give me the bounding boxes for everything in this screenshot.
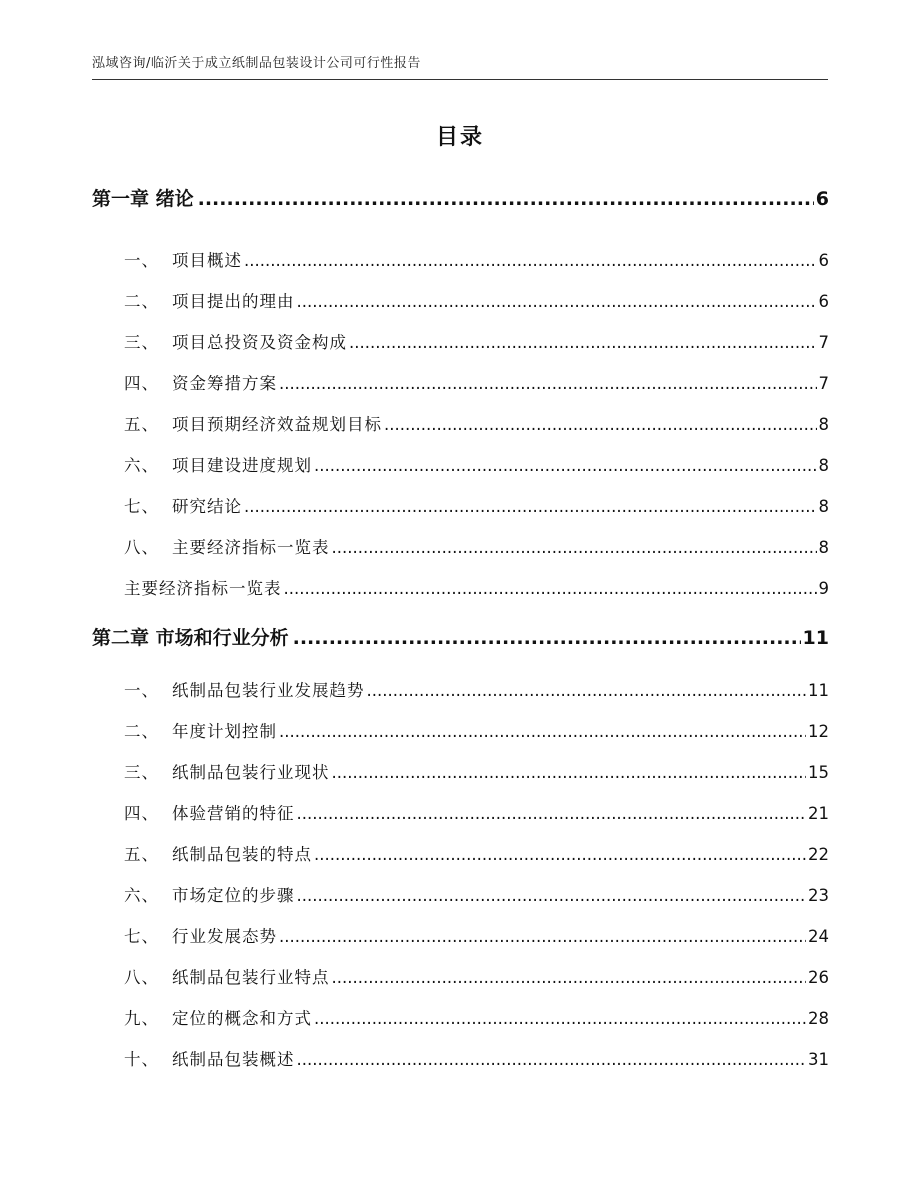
toc-page-number: 8 (818, 538, 829, 557)
toc-section-entry[interactable] (124, 493, 829, 517)
toc-entry-number: 六、 (124, 886, 159, 905)
toc-entry-label: 研究结论 (172, 497, 242, 516)
toc-entry-label: 项目建设进度规划 (172, 456, 312, 475)
toc-page-number: 22 (808, 845, 829, 864)
toc-page-number: 24 (808, 927, 829, 946)
toc-section-entry[interactable] (124, 411, 829, 435)
toc-entry-label: 纸制品包装行业发展趋势 (172, 681, 365, 700)
toc-entry-number: 十、 (124, 1050, 159, 1069)
toc-chapter-entry[interactable] (92, 623, 829, 650)
toc-section-entry[interactable] (124, 1046, 829, 1070)
toc-entry-number: 五、 (124, 845, 159, 864)
toc-section-entry[interactable] (124, 575, 829, 599)
toc-entry-label: 第一章 绪论 (92, 188, 194, 210)
toc-entry-number: 五、 (124, 415, 159, 434)
toc-entry-label: 纸制品包装的特点 (172, 845, 312, 864)
toc-dot-leader (279, 374, 817, 393)
toc-page-number: 26 (808, 968, 829, 987)
toc-page-number: 6 (818, 251, 829, 270)
toc-dot-leader (297, 886, 807, 905)
toc-page-number: 9 (818, 579, 829, 598)
toc-section-entry[interactable] (124, 534, 829, 558)
toc-dot-leader (314, 456, 817, 475)
toc-page-number: 21 (808, 804, 829, 823)
toc-dot-leader (244, 497, 817, 516)
toc-dot-leader (367, 681, 807, 700)
toc-page-number: 7 (818, 333, 829, 352)
toc-page-number: 11 (808, 681, 829, 700)
toc-section-entry[interactable] (124, 923, 829, 947)
toc-page-number: 15 (808, 763, 829, 782)
toc-dot-leader (297, 1050, 807, 1069)
toc-entry-label: 定位的概念和方式 (172, 1009, 312, 1028)
toc-entry-number: 四、 (124, 804, 159, 823)
toc-page-number: 31 (808, 1050, 829, 1069)
toc-section-entry[interactable] (124, 759, 829, 783)
toc-entry-label: 项目总投资及资金构成 (172, 333, 347, 352)
toc-entry-label: 纸制品包装行业现状 (172, 763, 330, 782)
toc-dot-leader (349, 333, 817, 352)
toc-section-entry[interactable] (124, 882, 829, 906)
toc-entry-label: 第二章 市场和行业分析 (92, 627, 289, 649)
toc-dot-leader (384, 415, 817, 434)
toc-dot-leader (244, 251, 817, 270)
toc-section-entry[interactable] (124, 452, 829, 476)
toc-entry-label: 项目提出的理由 (172, 292, 295, 311)
toc-entry-label: 年度计划控制 (172, 722, 277, 741)
toc-entry-number: 三、 (124, 763, 159, 782)
toc-dot-leader (332, 763, 807, 782)
toc-entry-number: 七、 (124, 497, 159, 516)
toc-dot-leader (332, 968, 807, 987)
toc-page-number: 7 (818, 374, 829, 393)
toc-entry-label: 行业发展态势 (172, 927, 277, 946)
toc-page-number: 6 (815, 188, 829, 210)
toc-entry-number: 二、 (124, 292, 159, 311)
toc-page-number: 11 (802, 627, 829, 649)
toc-page-number: 8 (818, 497, 829, 516)
toc-page-number: 6 (818, 292, 829, 311)
toc-page-number: 8 (818, 415, 829, 434)
toc-entry-label: 主要经济指标一览表 (124, 579, 282, 598)
toc-entry-number: 九、 (124, 1009, 159, 1028)
toc-dot-leader (279, 927, 806, 946)
toc-dot-leader (314, 1009, 806, 1028)
page-header: 泓域咨询/临沂关于成立纸制品包装设计公司可行性报告 (92, 56, 421, 71)
toc-entry-label: 纸制品包装行业特点 (172, 968, 330, 987)
toc-section-entry[interactable] (124, 841, 829, 865)
toc-page-number: 28 (808, 1009, 829, 1028)
toc-entry-number: 三、 (124, 333, 159, 352)
toc-dot-leader (198, 188, 814, 210)
toc-entry-number: 六、 (124, 456, 159, 475)
toc-dot-leader (293, 627, 801, 649)
toc-dot-leader (279, 722, 806, 741)
toc-dot-leader (314, 845, 806, 864)
toc-entry-label: 体验营销的特征 (172, 804, 295, 823)
toc-dot-leader (297, 804, 807, 823)
toc-entry-number: 一、 (124, 251, 159, 270)
toc-section-entry[interactable] (124, 247, 829, 271)
toc-entry-label: 项目预期经济效益规划目标 (172, 415, 382, 434)
toc-page-number: 23 (808, 886, 829, 905)
toc-entry-number: 四、 (124, 374, 159, 393)
toc-section-entry[interactable] (124, 677, 829, 701)
toc-dot-leader (332, 538, 817, 557)
toc-section-entry[interactable] (124, 370, 829, 394)
toc-section-entry[interactable] (124, 964, 829, 988)
toc-dot-leader (297, 292, 817, 311)
toc-entry-label: 项目概述 (172, 251, 242, 270)
toc-section-entry[interactable] (124, 329, 829, 353)
toc-page-number: 12 (808, 722, 829, 741)
toc-entry-label: 纸制品包装概述 (172, 1050, 295, 1069)
toc-entry-label: 市场定位的步骤 (172, 886, 295, 905)
toc-title: 目录 (435, 125, 484, 150)
toc-entry-label: 主要经济指标一览表 (172, 538, 330, 557)
toc-entry-number: 八、 (124, 538, 159, 557)
toc-section-entry[interactable] (124, 800, 829, 824)
toc-chapter-entry[interactable] (92, 184, 829, 211)
toc-entry-number: 八、 (124, 968, 159, 987)
toc-section-entry[interactable] (124, 1005, 829, 1029)
toc-entry-number: 一、 (124, 681, 159, 700)
toc-entry-number: 七、 (124, 927, 159, 946)
toc-dot-leader (284, 579, 817, 598)
toc-page-number: 8 (818, 456, 829, 475)
toc-entry-label: 资金筹措方案 (172, 374, 277, 393)
toc-entry-number: 二、 (124, 722, 159, 741)
toc-section-entry[interactable] (124, 718, 829, 742)
toc-section-entry[interactable] (124, 288, 829, 312)
